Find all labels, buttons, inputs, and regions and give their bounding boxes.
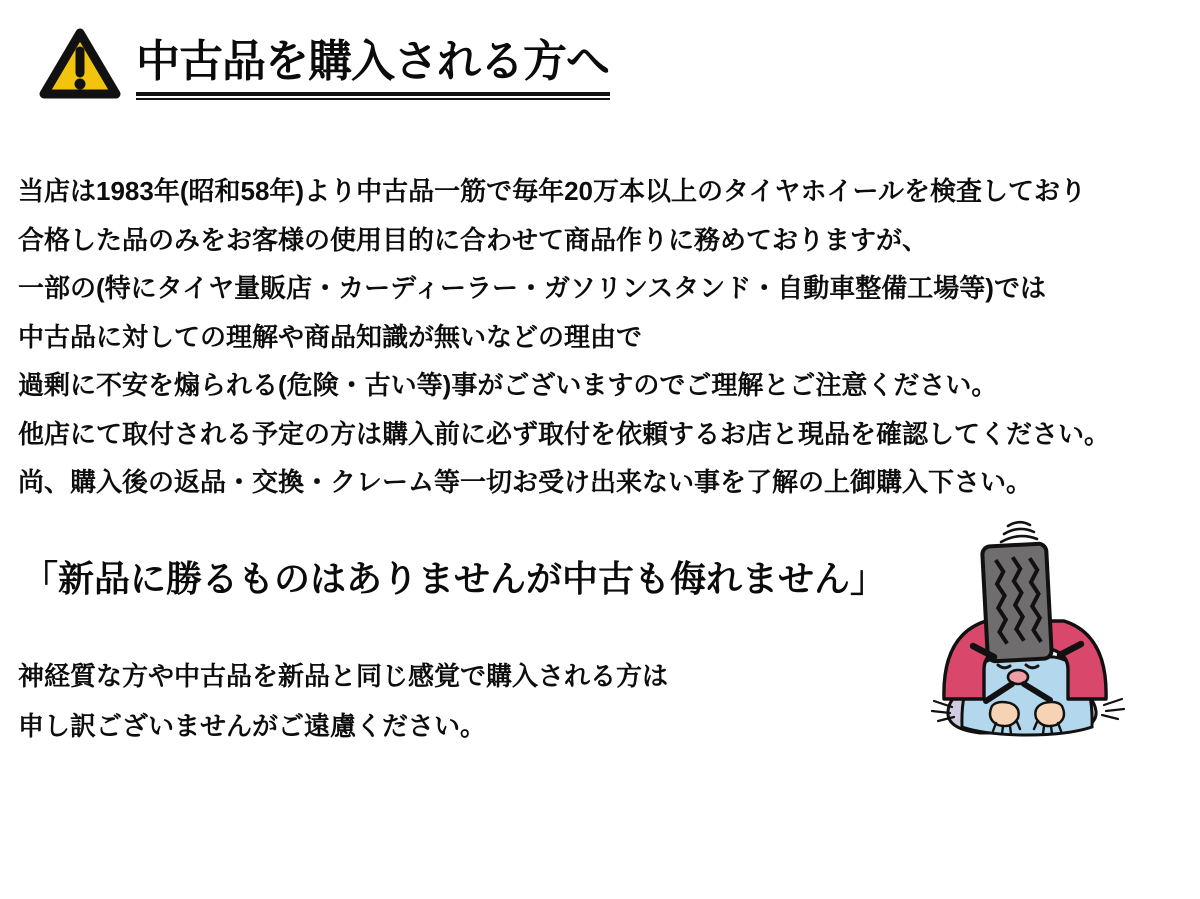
notice-footer (18, 651, 668, 751)
page-title: 中古品を購入される方へ (136, 37, 609, 86)
notice-body (18, 167, 1110, 507)
body-line: 一部の(特にタイヤ量販店・カーディーラー・ガソリンスタンド・自動車整備工場等)では (18, 273, 1046, 303)
body-line: 他店にて取付される予定の方は購入前に必ず取付を依頼するお店と現品を確認してください。 (18, 418, 1111, 449)
footer-line: 神経質な方や中古品を新品と同じ感覚で購入される方は (18, 661, 669, 691)
body-line: 中古品に対しての理解や商品知識が無いなどの理由で (18, 321, 643, 352)
body-line: 尚、購入後の返品・交換・クレーム等一切お受け出来ない事を了解の上御購入下さい。 (18, 467, 1033, 497)
warning-triangle-icon (38, 26, 122, 102)
body-line: 当店は1983年(昭和58年)より中古品一筋で毎年20万本以上のタイヤホイールを検査しており (18, 176, 1086, 206)
footer-line: 申し訳ございませんがご遠慮ください。 (18, 711, 487, 741)
body-line: 過剰に不安を煽られる(危険・古い等)事がございますのでご理解とご注意ください。 (18, 370, 998, 400)
motion-lines-icon (1001, 522, 1037, 542)
tire-icon (982, 543, 1052, 661)
title-underline (136, 92, 610, 100)
bowing-tire-man-illustration (928, 515, 1128, 745)
slogan-quote: 「新品に勝るものはありませんが中古も侮れません」 (22, 558, 887, 599)
body-line: 合格した品のみをお客様の使用目的に合わせて商品作りに務めておりますが、 (18, 224, 929, 255)
